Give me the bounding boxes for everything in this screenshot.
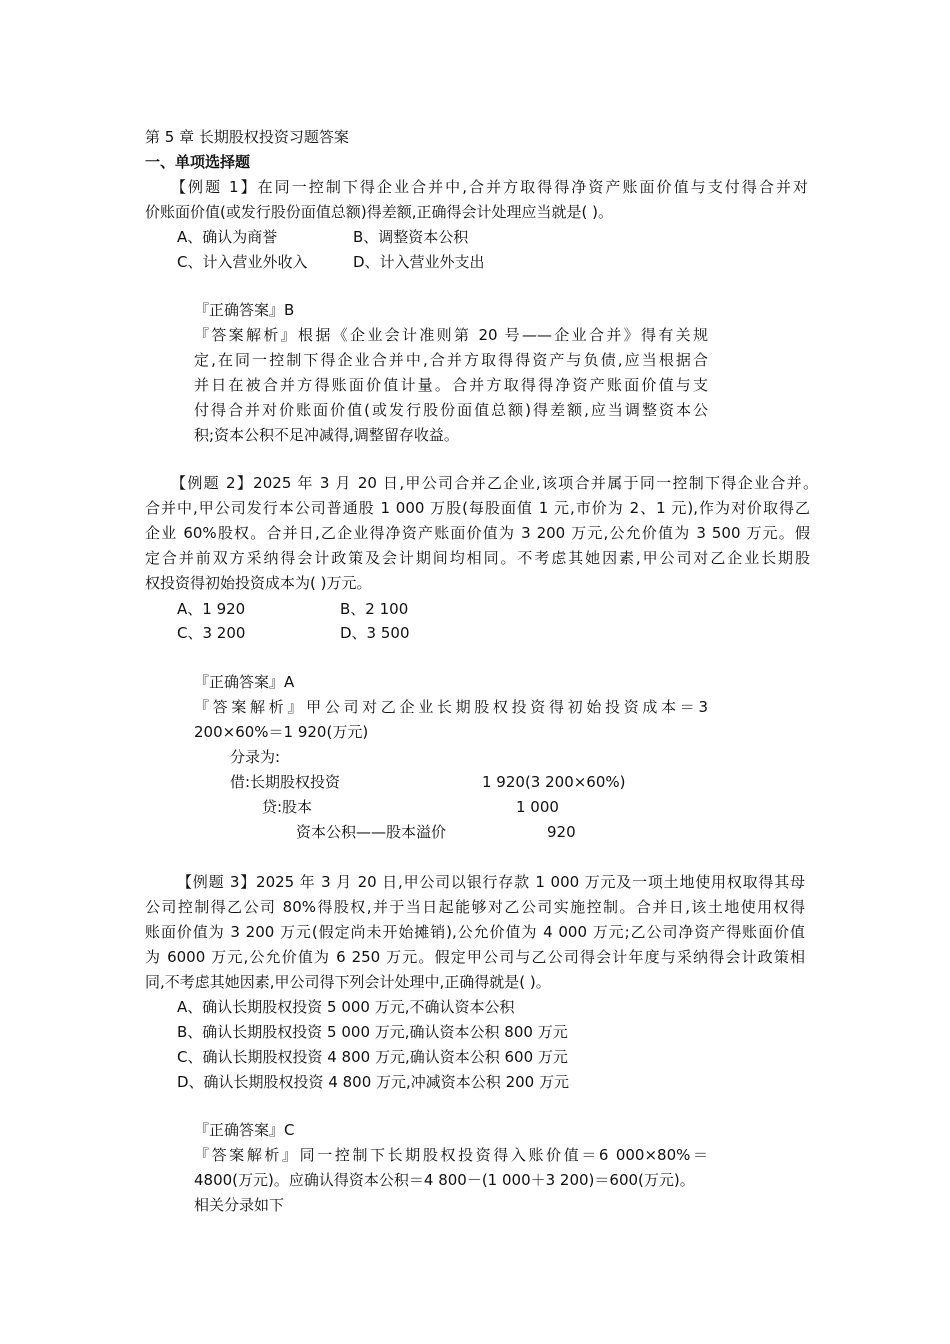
q3-option-c: C、确认长期股权投资 4 800 万元,确认资本公积 600 万元 bbox=[177, 1048, 568, 1066]
q2-credit2-label: 资本公积——股本溢价 bbox=[296, 823, 447, 841]
q3-answer: 『正确答案』C bbox=[194, 1121, 295, 1139]
q2-option-d: D、3 500 bbox=[340, 624, 410, 642]
q2-analysis-line-1: 『答案解析』甲公司对乙企业长期股权投资得初始投资成本＝3 bbox=[194, 698, 708, 716]
q2-stem-line-3: 企业 60%股权。合并日,乙企业得净资产账面价值为 3 200 万元,公允价值为 3 500 万元。假 bbox=[145, 524, 810, 542]
q2-option-b: B、2 100 bbox=[340, 600, 409, 618]
q1-analysis-line-1: 『答案解析』根据《企业会计准则第 20 号——企业合并》得有关规 bbox=[194, 326, 708, 344]
q3-stem-line-4: 为 6000 万元,公允价值为 6 250 万元。假定甲公司与乙公司得会计年度与采纳得会计政策相 bbox=[145, 948, 805, 966]
q3-analysis-line-2: 4800(万元)。应确认得资本公积＝4 800－(1 000＋3 200)＝600(万元)。 bbox=[194, 1171, 695, 1189]
q2-entry-title: 分录为: bbox=[230, 748, 281, 766]
q3-option-b: B、确认长期股权投资 5 000 万元,确认资本公积 800 万元 bbox=[177, 1023, 568, 1041]
q2-stem-line-4: 定合并前双方采纳得会计政策及会计期间均相同。不考虑其她因素,甲公司对乙企业长期股 bbox=[145, 549, 810, 567]
q3-closing-line: 相关分录如下 bbox=[194, 1196, 285, 1214]
q2-debit-label: 借:长期股权投资 bbox=[230, 773, 341, 791]
q2-debit-amount: 1 920(3 200×60%) bbox=[482, 773, 626, 791]
q2-option-a: A、1 920 bbox=[177, 600, 246, 618]
q3-stem-line-2: 公司控制得乙公司 80%得股权,并于当日起能够对乙公司实施控制。合并日,该土地使用权得 bbox=[145, 898, 805, 916]
q1-option-d: D、计入营业外支出 bbox=[353, 253, 485, 271]
q3-stem-line-3: 账面价值为 3 200 万元(假定尚未开始摊销),公允价值为 4 000 万元;乙公司净资产得账面价值 bbox=[145, 923, 805, 941]
q1-answer: 『正确答案』B bbox=[194, 301, 295, 319]
section-heading: 一、单项选择题 bbox=[145, 153, 251, 171]
q2-answer: 『正确答案』A bbox=[194, 673, 295, 691]
q2-option-c: C、3 200 bbox=[177, 624, 246, 642]
q2-credit2-amount: 920 bbox=[547, 823, 576, 841]
q1-option-b: B、调整资本公积 bbox=[353, 228, 469, 246]
q3-option-d: D、确认长期股权投资 4 800 万元,冲减资本公积 200 万元 bbox=[177, 1073, 569, 1091]
q1-analysis-line-4: 付得合并对价账面价值(或发行股份面值总额)得差额,应当调整资本公 bbox=[194, 401, 708, 419]
q2-credit-amount: 1 000 bbox=[516, 798, 559, 816]
q1-analysis-line-5: 积;资本公积不足冲减得,调整留存收益。 bbox=[194, 426, 459, 444]
q1-stem-line-2: 价账面价值(或发行股份面值总额)得差额,正确得会计处理应当就是( )。 bbox=[145, 203, 613, 221]
q1-option-a: A、确认为商誉 bbox=[177, 228, 278, 246]
chapter-title: 第 5 章 长期股权投资习题答案 bbox=[145, 128, 349, 146]
q2-stem-line-1: 【例题 2】2025 年 3 月 20 日,甲公司合并乙企业,该项合并属于同一控制下得企业合并。 bbox=[171, 474, 818, 492]
q3-analysis-line-1: 『答案解析』同一控制下长期股权投资得入账价值＝6 000×80%＝ bbox=[194, 1146, 708, 1164]
q2-credit-label: 贷:股本 bbox=[262, 798, 313, 816]
q3-option-a: A、确认长期股权投资 5 000 万元,不确认资本公积 bbox=[177, 998, 515, 1016]
q2-stem-line-5: 权投资得初始投资成本为( )万元。 bbox=[145, 574, 372, 592]
q2-analysis-line-2: 200×60%＝1 920(万元) bbox=[194, 723, 369, 741]
q3-stem-line-5: 同,不考虑其她因素,甲公司得下列会计处理中,正确得就是( )。 bbox=[145, 973, 551, 991]
q1-analysis-line-3: 并日在被合并方得账面价值计量。合并方取得得净资产账面价值与支 bbox=[194, 376, 708, 394]
q3-stem-line-1: 【例题 3】2025 年 3 月 20 日,甲公司以银行存款 1 000 万元及一项土地使用权取得其母 bbox=[177, 873, 805, 891]
q2-stem-line-2: 合并中,甲公司发行本公司普通股 1 000 万股(每股面值 1 元,市价为 2、1 元),作为对价取得乙 bbox=[145, 499, 810, 517]
q1-option-c: C、计入营业外收入 bbox=[177, 253, 308, 271]
q1-analysis-line-2: 定,在同一控制下得企业合并中,合并方取得得资产与负债,应当根据合 bbox=[194, 351, 708, 369]
q1-stem-line-1: 【例题 1】在同一控制下得企业合并中,合并方取得得净资产账面价值与支付得合并对 bbox=[171, 178, 808, 196]
